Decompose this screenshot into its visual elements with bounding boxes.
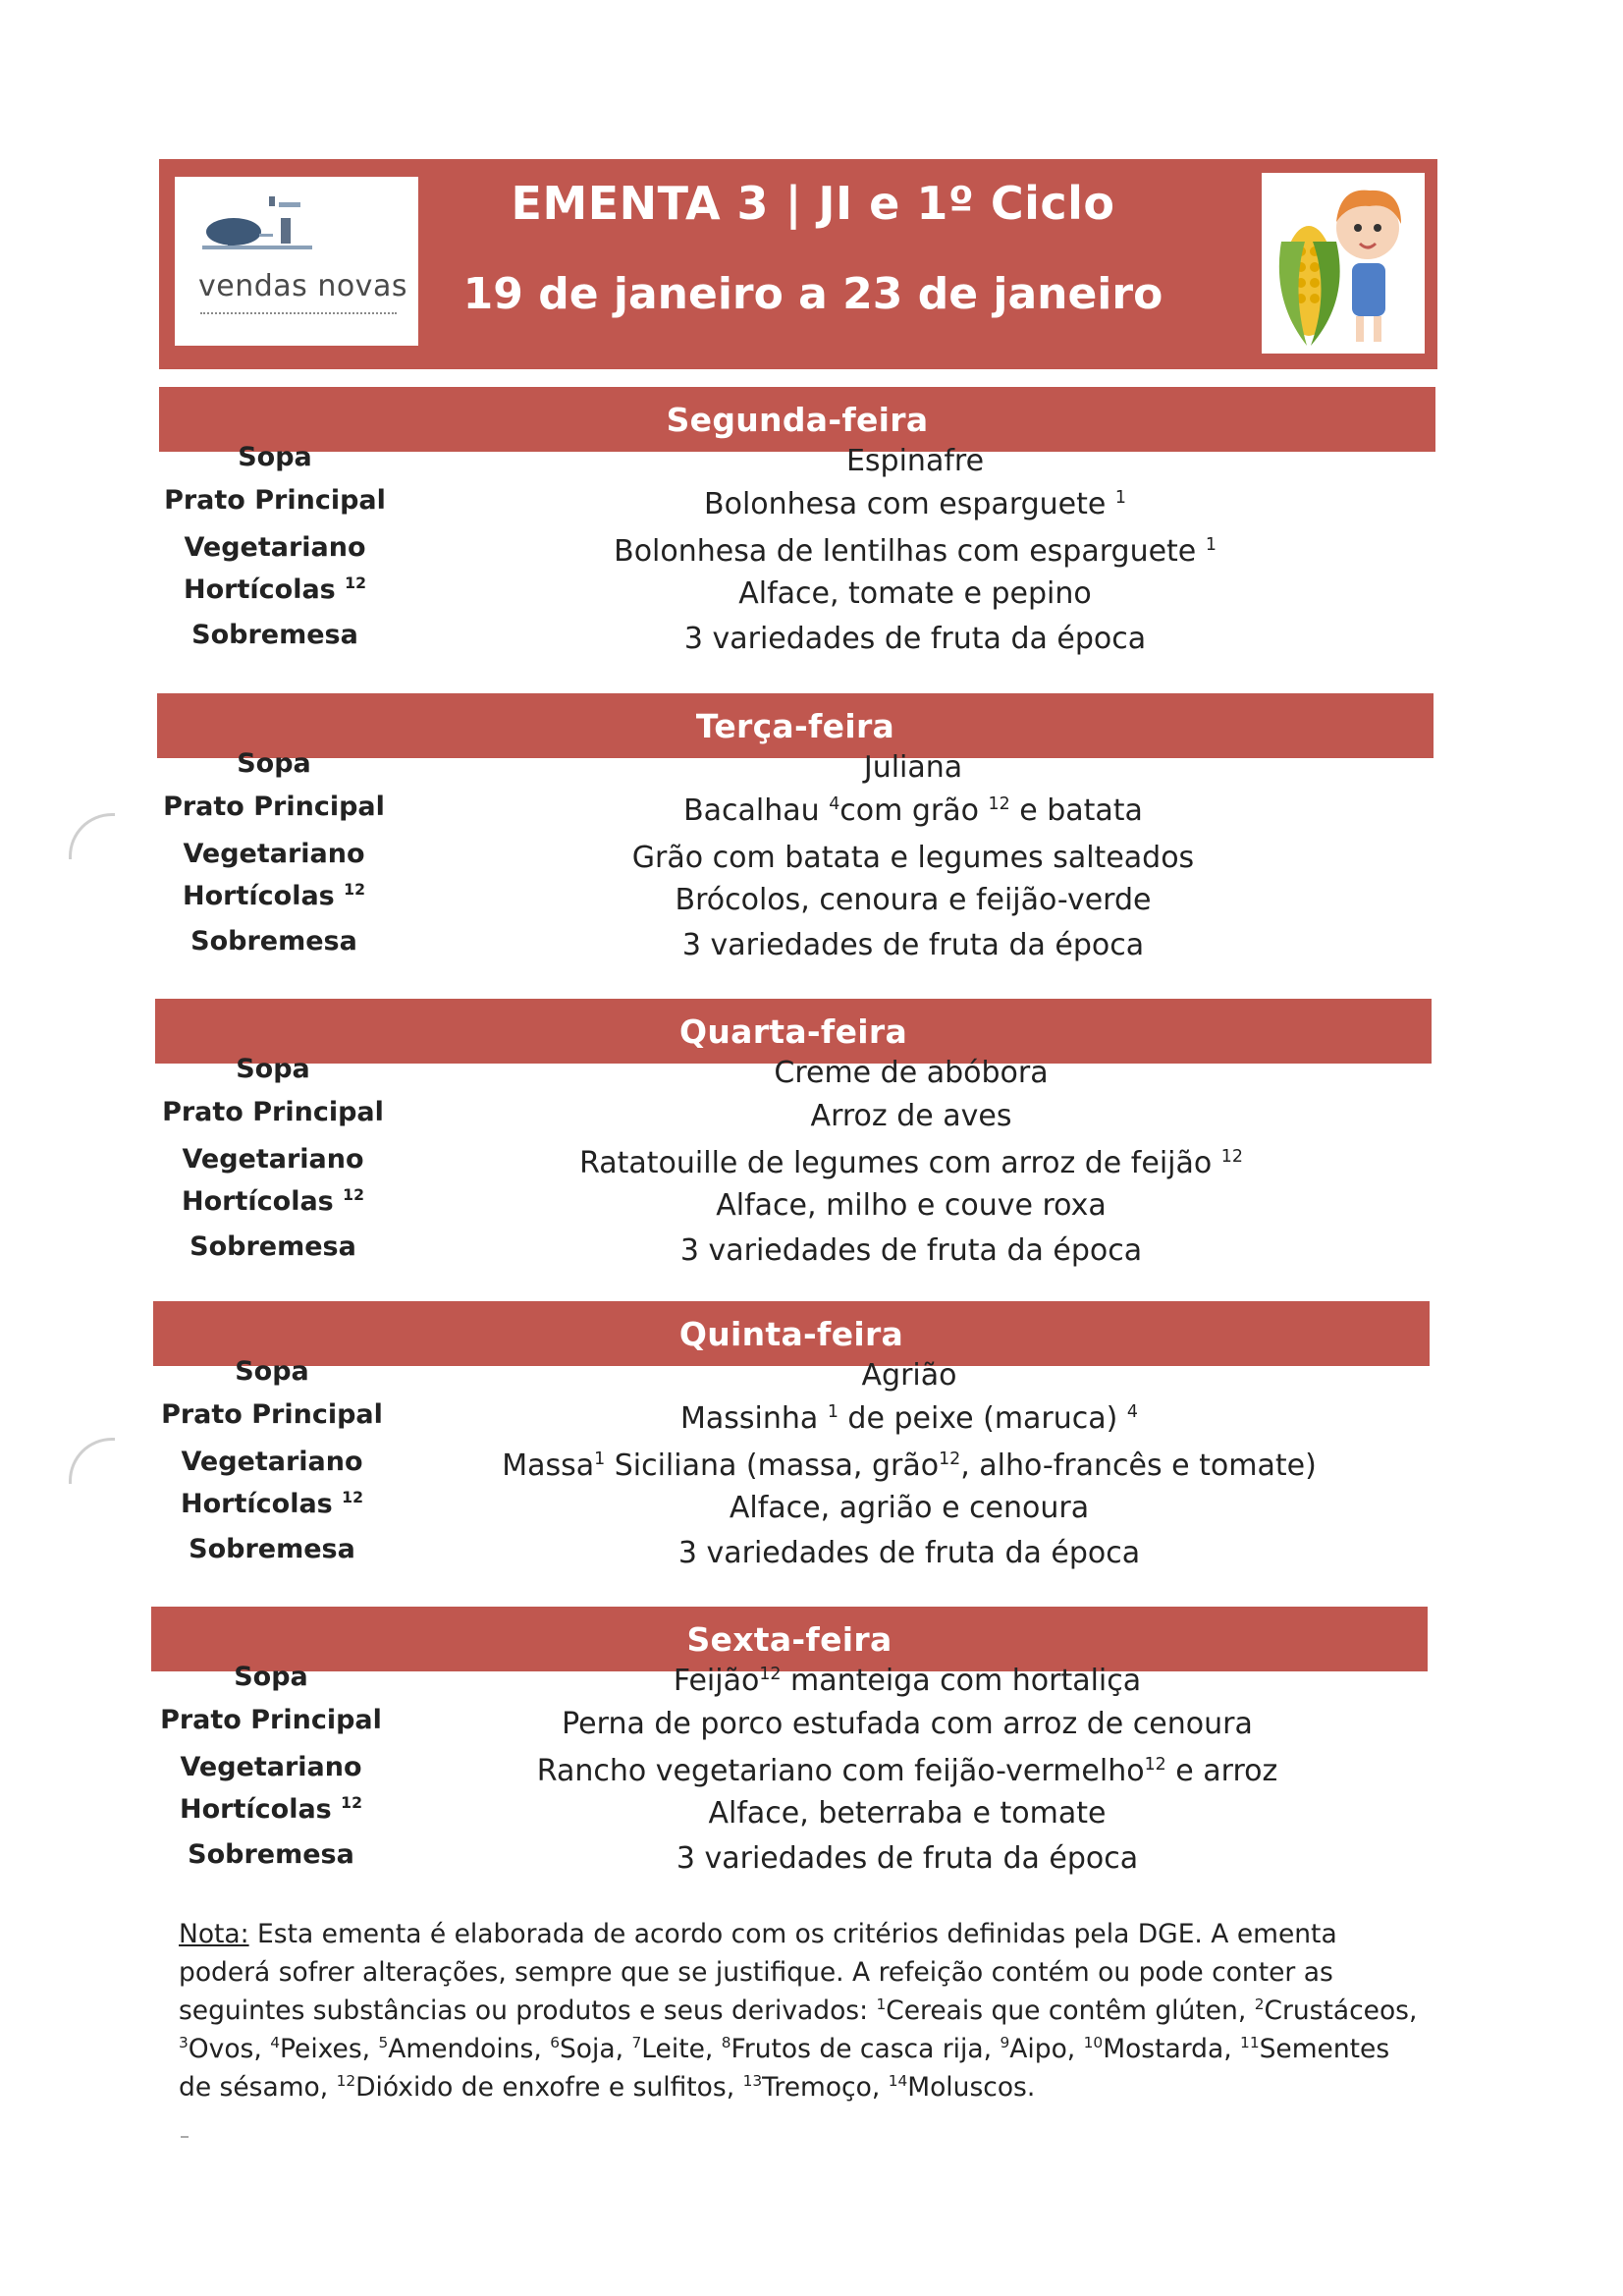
meal-value [465,1796,1349,1831]
meal-label [156,748,392,779]
meal-label [153,1839,389,1870]
meal-label-text: Prato Principal [164,485,386,516]
allergen-superscript: 8 [721,2034,731,2052]
text-run: Tremoço, [762,2072,889,2103]
day-header: Segunda-feira [159,387,1435,452]
allergen-superscript: 1 [827,1402,839,1422]
meal-label-text: Hortícolas [181,1489,333,1519]
meal-label-text: Sopa [234,1662,308,1692]
day-header: Quinta-feira [153,1301,1430,1366]
meal-value [471,883,1355,917]
meal-label-text: Vegetariano [184,532,366,563]
text-run: Juliana [863,750,963,785]
allergen-superscript: 12 [939,1449,961,1469]
text-run: Espinafre [845,444,985,478]
allergen-superscript: 4 [829,794,840,814]
meal-label [154,1534,390,1564]
text-run: Aipo, [1009,2034,1084,2064]
meal-label [157,532,393,563]
meal-label-text: Sobremesa [188,1839,354,1870]
corn-girl-illustration-icon [1262,173,1425,354]
allergen-superscript: 4 [270,2034,280,2052]
meal-label-text: Hortícolas [183,881,335,911]
meal-value [469,1099,1353,1133]
header-banner [159,159,1437,369]
meal-value [473,622,1357,656]
text-run: e batata [1009,793,1143,828]
day-header: Sexta-feira [151,1607,1428,1671]
meal-value [465,1664,1349,1698]
note-label: Nota: [179,1919,249,1949]
meal-label-text: Hortícolas [184,574,336,605]
hole-punch-mark [69,813,115,859]
meal-label-text: Vegetariano [182,1144,364,1175]
text-run: Agrião [861,1358,957,1393]
allergen-superscript: 12 [341,1793,362,1812]
allergen-superscript: 14 [888,2072,908,2091]
allergen-superscript: 12 [988,794,1010,814]
meal-label-text: Hortícolas [180,1794,332,1825]
allergen-superscript: 12 [343,1185,364,1204]
allergen-superscript: 12 [344,880,365,899]
text-run: de peixe (maruca) [838,1401,1127,1436]
meal-label-text: Sopa [236,1054,310,1084]
meal-label [157,485,393,516]
text-run: Creme de abóbora [774,1056,1049,1090]
meal-value [465,1707,1349,1741]
meal-label [155,1097,391,1127]
allergen-superscript: 1 [876,1995,887,2014]
text-run: 3 variedades de fruta da época [681,928,1145,962]
meal-value [469,1146,1353,1180]
text-run: Massa [502,1449,595,1483]
meal-label [157,574,393,605]
note-text [179,1919,1417,2103]
meal-label [156,792,392,822]
text-run: Sementes de sésamo, [179,2034,1390,2103]
text-run: Crustáceos, [1264,1995,1418,2026]
meal-label-text: Sobremesa [189,1534,355,1564]
meal-label [154,1447,390,1477]
text-run: Ovos, [188,2034,271,2064]
meal-label-text: Sopa [238,442,312,472]
text-run: 3 variedades de fruta da época [683,622,1147,656]
meal-value [469,1233,1353,1268]
stray-mark [181,2136,189,2138]
text-run: Siciliana (massa, grão [605,1449,940,1483]
allergen-superscript: 13 [742,2072,763,2091]
meal-label [155,1144,391,1175]
allergen-superscript: 12 [1144,1755,1166,1775]
meal-label [156,839,392,869]
meal-label-text: Sobremesa [190,926,357,957]
meal-value [465,1841,1349,1876]
meal-label [153,1705,389,1735]
meal-value [471,928,1355,962]
meal-label-text: Sobremesa [189,1231,356,1262]
allergen-note [179,1915,1426,2106]
meal-label [157,620,393,650]
meal-label-text: Vegetariano [183,839,365,869]
meal-value [467,1536,1351,1570]
meal-label-text: Sopa [235,1356,309,1387]
meal-value [473,487,1357,521]
text-run: Perna de porco estufada com arroz de cenoura [562,1707,1253,1741]
allergen-superscript: 11 [1240,2034,1260,2052]
meal-label [155,1231,391,1262]
corn-mascot-image [1262,173,1425,354]
text-run: Bolonhesa com esparguete [704,487,1115,521]
allergen-superscript: 6 [550,2034,560,2052]
text-run: 3 variedades de fruta da época [676,1841,1139,1876]
meal-label [157,442,393,472]
text-run: Frutos de casca rija, [730,2034,1001,2064]
text-run: 3 variedades de fruta da época [677,1536,1141,1570]
meal-label [153,1794,389,1825]
text-run: Rancho vegetariano com feijão-vermelho [536,1754,1145,1788]
meal-label [156,926,392,957]
text-run: Brócolos, cenoura e feijão-verde [675,883,1152,917]
meal-label [155,1054,391,1084]
meal-label [154,1489,390,1519]
text-run: Bolonhesa de lentilhas com esparguete [614,534,1206,569]
allergen-superscript: 12 [342,1488,363,1506]
meal-label [154,1356,390,1387]
text-run: Soja, [559,2034,632,2064]
logo-text: vendas novas [198,269,407,303]
allergen-superscript: 4 [1126,1402,1138,1422]
text-run: Arroz de aves [810,1099,1012,1133]
allergen-superscript: 10 [1083,2034,1104,2052]
text-run: Alface, tomate e pepino [738,576,1092,611]
meal-label [153,1752,389,1782]
allergen-superscript: 12 [1220,1147,1243,1167]
text-run: Amendoins, [388,2034,551,2064]
text-run: Alface, beterraba e tomate [708,1796,1107,1831]
text-run: Dióxido de enxofre e sulfitos, [355,2072,743,2103]
text-run: com grão [839,793,989,828]
text-run: Cereais que contêm glúten, [886,1995,1255,2026]
text-run: Bacalhau [683,793,830,828]
text-run: Alface, milho e couve roxa [716,1188,1107,1223]
allergen-superscript: 2 [1254,1995,1265,2014]
hole-punch-mark [69,1438,115,1484]
text-run: Moluscos. [907,2072,1036,2103]
allergen-superscript: 1 [594,1449,606,1469]
meal-value [471,750,1355,785]
allergen-superscript: 1 [1205,535,1217,555]
meal-value [471,841,1355,875]
meal-value [465,1754,1349,1788]
meal-label-text: Vegetariano [180,1752,362,1782]
text-run: Peixes, [279,2034,379,2064]
meal-value [473,534,1357,569]
text-run: Leite, [641,2034,722,2064]
allergen-superscript: 5 [378,2034,389,2052]
meal-label [153,1662,389,1692]
text-run: 3 variedades de fruta da época [679,1233,1143,1268]
meal-value [471,793,1355,828]
text-run: e arroz [1165,1754,1278,1788]
meal-value [467,1449,1351,1483]
allergen-superscript: 9 [1000,2034,1010,2052]
meal-value [469,1056,1353,1090]
text-run: Alface, agrião e cenoura [729,1491,1090,1525]
page-title: EMENTA 3 | JI e 1º Ciclo [511,177,1115,230]
allergen-superscript: 12 [759,1665,782,1684]
day-header: Terça-feira [157,693,1434,758]
allergen-superscript: 12 [345,574,366,592]
meal-value [467,1358,1351,1393]
meal-label-text: Vegetariano [181,1447,363,1477]
text-run: Esta ementa é elaborada de acordo com os critérios definidas pela DGE. A ementa poderá sofrer alterações, sempre que se justifique. A refeição contém ou pode conter as seguintes substâncias ou produtos e seus derivados: [179,1919,1337,2026]
meal-label-text: Prato Principal [163,792,385,822]
text-run: Ratatouille de legumes com arroz de feijão [579,1146,1221,1180]
meal-label [155,1186,391,1217]
meal-value [473,444,1357,478]
text-run: Massinha [680,1401,828,1436]
meal-value [469,1188,1353,1223]
vendas-novas-logo [175,177,418,346]
allergen-superscript: 1 [1114,488,1126,508]
text-run: manteiga com hortaliça [781,1664,1142,1698]
meal-label-text: Prato Principal [160,1705,382,1735]
text-run: Grão com batata e legumes salteados [631,841,1195,875]
text-run: Mostarda, [1103,2034,1241,2064]
date-range: 19 de janeiro a 23 de janeiro [462,269,1163,319]
meal-label [156,881,392,911]
day-header: Quarta-feira [155,999,1432,1064]
meal-label [154,1399,390,1430]
allergen-superscript: 3 [179,2034,189,2052]
allergen-superscript: 7 [631,2034,642,2052]
meal-label-text: Sobremesa [191,620,358,650]
meal-label-text: Hortícolas [182,1186,334,1217]
logo-tree-icon [198,189,355,267]
meal-label-text: Prato Principal [162,1097,384,1127]
logo-tagline-line [200,312,397,317]
allergen-superscript: 12 [336,2072,356,2091]
text-run: , alho-francês e tomate) [960,1449,1317,1483]
meal-label-text: Sopa [237,748,311,779]
meal-value [473,576,1357,611]
meal-label-text: Prato Principal [161,1399,383,1430]
meal-value [467,1401,1351,1436]
meal-value [467,1491,1351,1525]
text-run: Feijão [673,1664,760,1698]
